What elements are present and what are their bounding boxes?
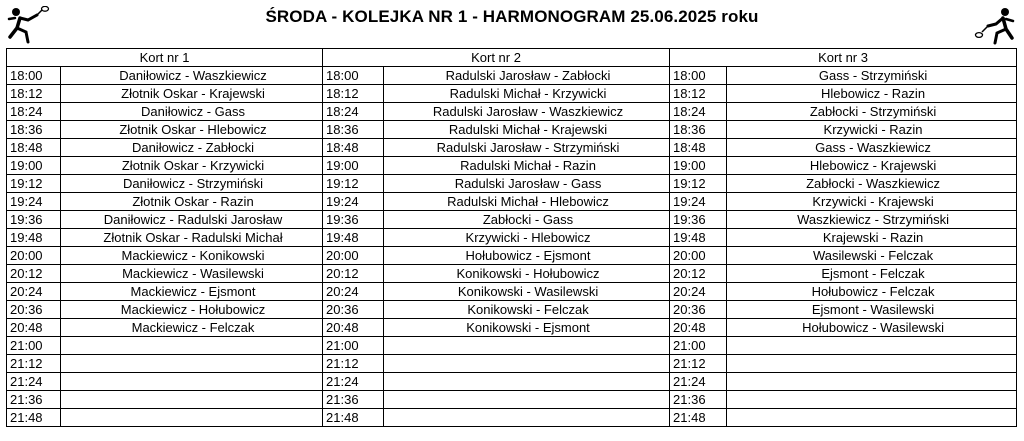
schedule-row	[7, 157, 1017, 175]
court-3-match-cell: Gass - Waszkiewicz	[727, 139, 1017, 157]
schedule-row	[7, 139, 1017, 157]
court-2-time-cell: 19:24	[323, 193, 384, 211]
court-3-match-cell: Zabłocki - Waszkiewicz	[727, 175, 1017, 193]
court-1-time-cell: 19:00	[7, 157, 61, 175]
court-2-match-cell: Radulski Jarosław - Waszkiewicz	[384, 103, 670, 121]
court-3-time-cell: 20:24	[670, 283, 727, 301]
court-2-time-cell: 19:36	[323, 211, 384, 229]
court-1-match-cell: Mackiewicz - Konikowski	[61, 247, 323, 265]
court-1-match-cell: Daniłowicz - Strzymiński	[61, 175, 323, 193]
court-3-time-cell: 19:48	[670, 229, 727, 247]
court-2-time-cell: 21:12	[323, 355, 384, 373]
court-1-time-cell: 20:00	[7, 247, 61, 265]
court-3-match-cell	[727, 373, 1017, 391]
schedule-row	[7, 121, 1017, 139]
court-3-match-cell: Hołubowicz - Wasilewski	[727, 319, 1017, 337]
court-3-match-cell	[727, 391, 1017, 409]
court-header-row	[7, 49, 1017, 67]
court-2-match-cell: Radulski Jarosław - Gass	[384, 175, 670, 193]
court-2-time-cell: 20:00	[323, 247, 384, 265]
schedule-row	[7, 373, 1017, 391]
court-2-match-cell: Hołubowicz - Ejsmont	[384, 247, 670, 265]
court-1-match-cell: Mackiewicz - Ejsmont	[61, 283, 323, 301]
schedule-row	[7, 319, 1017, 337]
court-3-match-cell: Ejsmont - Wasilewski	[727, 301, 1017, 319]
court-2-time-cell: 21:48	[323, 409, 384, 427]
court-1-time-cell: 21:00	[7, 337, 61, 355]
schedule-row	[7, 301, 1017, 319]
schedule-row	[7, 265, 1017, 283]
court-2-time-cell: 19:48	[323, 229, 384, 247]
court-3-time-cell: 19:12	[670, 175, 727, 193]
court-3-match-cell: Krzywicki - Razin	[727, 121, 1017, 139]
court-1-time-cell: 18:24	[7, 103, 61, 121]
court-2-time-cell: 19:12	[323, 175, 384, 193]
court-2-time-cell: 18:36	[323, 121, 384, 139]
court-3-match-cell: Krajewski - Razin	[727, 229, 1017, 247]
schedule-row	[7, 247, 1017, 265]
court-2-match-cell: Radulski Jarosław - Strzymiński	[384, 139, 670, 157]
tennis-player-icon	[972, 6, 1018, 46]
court-3-time-cell: 20:48	[670, 319, 727, 337]
court-3-time-cell: 20:36	[670, 301, 727, 319]
court-2-match-cell: Konikowski - Hołubowicz	[384, 265, 670, 283]
court-3-match-cell	[727, 409, 1017, 427]
court-3-time-cell: 18:36	[670, 121, 727, 139]
schedule-row	[7, 229, 1017, 247]
court-2-time-cell: 21:00	[323, 337, 384, 355]
court-1-time-cell: 19:12	[7, 175, 61, 193]
court-2-time-cell: 18:12	[323, 85, 384, 103]
court-1-time-cell: 21:12	[7, 355, 61, 373]
court-3-time-cell: 21:12	[670, 355, 727, 373]
court-3-time-cell: 20:12	[670, 265, 727, 283]
court-3-match-cell: Ejsmont - Felczak	[727, 265, 1017, 283]
court-1-match-cell: Mackiewicz - Wasilewski	[61, 265, 323, 283]
court-1-time-cell: 19:48	[7, 229, 61, 247]
schedule-row	[7, 193, 1017, 211]
schedule-table	[6, 48, 1017, 427]
court-1-match-cell: Mackiewicz - Hołubowicz	[61, 301, 323, 319]
court-3-time-cell: 21:24	[670, 373, 727, 391]
court-2-time-cell: 18:48	[323, 139, 384, 157]
court-2-time-cell: 20:24	[323, 283, 384, 301]
court-2-match-cell	[384, 409, 670, 427]
court-3-match-cell: Wasilewski - Felczak	[727, 247, 1017, 265]
page-title: ŚRODA - KOLEJKA NR 1 - HARMONOGRAM 25.06.2025 roku	[265, 7, 759, 26]
court-1-time-cell: 21:48	[7, 409, 61, 427]
court-2-match-cell: Radulski Michał - Krzywicki	[384, 85, 670, 103]
court-3-time-cell: 21:36	[670, 391, 727, 409]
court-2-match-cell: Radulski Michał - Krajewski	[384, 121, 670, 139]
court-1-time-cell: 20:12	[7, 265, 61, 283]
court-3-time-cell: 19:36	[670, 211, 727, 229]
court-2-time-cell: 20:12	[323, 265, 384, 283]
court-1-time-cell: 18:48	[7, 139, 61, 157]
schedule-row	[7, 85, 1017, 103]
court-2-match-cell: Radulski Michał - Hlebowicz	[384, 193, 670, 211]
court-2-time-cell: 18:00	[323, 67, 384, 85]
court-1-match-cell: Daniłowicz - Waszkiewicz	[61, 67, 323, 85]
court-2-match-cell	[384, 373, 670, 391]
court-3-time-cell: 19:24	[670, 193, 727, 211]
court-3-match-cell	[727, 337, 1017, 355]
court-2-time-cell: 21:24	[323, 373, 384, 391]
court-1-time-cell: 20:48	[7, 319, 61, 337]
court-1-match-cell: Złotnik Oskar - Razin	[61, 193, 323, 211]
schedule-row	[7, 67, 1017, 85]
schedule-row	[7, 355, 1017, 373]
court-1-time-cell: 19:24	[7, 193, 61, 211]
court-2-match-cell	[384, 355, 670, 373]
court-3-time-cell: 21:48	[670, 409, 727, 427]
court-2-match-cell	[384, 337, 670, 355]
court-1-match-cell	[61, 409, 323, 427]
schedule-row	[7, 175, 1017, 193]
court-3-header: Kort nr 3	[670, 49, 1017, 67]
court-2-match-cell	[384, 391, 670, 409]
court-3-time-cell: 18:12	[670, 85, 727, 103]
court-3-match-cell: Gass - Strzymiński	[727, 67, 1017, 85]
court-1-time-cell: 21:24	[7, 373, 61, 391]
court-2-time-cell: 20:36	[323, 301, 384, 319]
court-1-match-cell: Złotnik Oskar - Krzywicki	[61, 157, 323, 175]
court-3-time-cell: 20:00	[670, 247, 727, 265]
court-2-match-cell: Radulski Michał - Razin	[384, 157, 670, 175]
court-1-match-cell: Złotnik Oskar - Krajewski	[61, 85, 323, 103]
court-3-time-cell: 18:48	[670, 139, 727, 157]
court-1-time-cell: 18:36	[7, 121, 61, 139]
schedule-row	[7, 337, 1017, 355]
court-1-match-cell	[61, 355, 323, 373]
court-2-match-cell: Zabłocki - Gass	[384, 211, 670, 229]
schedule-row	[7, 409, 1017, 427]
court-2-match-cell: Konikowski - Ejsmont	[384, 319, 670, 337]
court-3-match-cell	[727, 355, 1017, 373]
court-3-match-cell: Zabłocki - Strzymiński	[727, 103, 1017, 121]
schedule-row	[7, 283, 1017, 301]
court-1-match-cell	[61, 373, 323, 391]
court-1-match-cell: Daniłowicz - Radulski Jarosław	[61, 211, 323, 229]
court-1-time-cell: 21:36	[7, 391, 61, 409]
court-1-time-cell: 20:36	[7, 301, 61, 319]
court-2-header: Kort nr 2	[323, 49, 670, 67]
court-2-match-cell: Konikowski - Wasilewski	[384, 283, 670, 301]
court-1-time-cell: 20:24	[7, 283, 61, 301]
court-2-match-cell: Radulski Jarosław - Zabłocki	[384, 67, 670, 85]
court-1-time-cell: 19:36	[7, 211, 61, 229]
court-2-time-cell: 21:36	[323, 391, 384, 409]
court-1-match-cell: Daniłowicz - Gass	[61, 103, 323, 121]
court-3-time-cell: 21:00	[670, 337, 727, 355]
court-2-time-cell: 19:00	[323, 157, 384, 175]
court-1-header: Kort nr 1	[7, 49, 323, 67]
court-3-match-cell: Krzywicki - Krajewski	[727, 193, 1017, 211]
schedule-row	[7, 211, 1017, 229]
court-3-time-cell: 19:00	[670, 157, 727, 175]
court-1-match-cell	[61, 337, 323, 355]
court-2-time-cell: 18:24	[323, 103, 384, 121]
court-1-match-cell: Złotnik Oskar - Radulski Michał	[61, 229, 323, 247]
schedule-row	[7, 391, 1017, 409]
court-3-match-cell: Hołubowicz - Felczak	[727, 283, 1017, 301]
court-1-match-cell	[61, 391, 323, 409]
court-3-time-cell: 18:24	[670, 103, 727, 121]
court-1-match-cell: Złotnik Oskar - Hlebowicz	[61, 121, 323, 139]
court-1-time-cell: 18:00	[7, 67, 61, 85]
court-2-match-cell: Konikowski - Felczak	[384, 301, 670, 319]
court-3-match-cell: Waszkiewicz - Strzymiński	[727, 211, 1017, 229]
court-1-time-cell: 18:12	[7, 85, 61, 103]
court-1-match-cell: Daniłowicz - Zabłocki	[61, 139, 323, 157]
court-3-time-cell: 18:00	[670, 67, 727, 85]
court-2-time-cell: 20:48	[323, 319, 384, 337]
court-3-match-cell: Hlebowicz - Razin	[727, 85, 1017, 103]
court-2-match-cell: Krzywicki - Hlebowicz	[384, 229, 670, 247]
court-3-match-cell: Hlebowicz - Krajewski	[727, 157, 1017, 175]
court-1-match-cell: Mackiewicz - Felczak	[61, 319, 323, 337]
schedule-row	[7, 103, 1017, 121]
